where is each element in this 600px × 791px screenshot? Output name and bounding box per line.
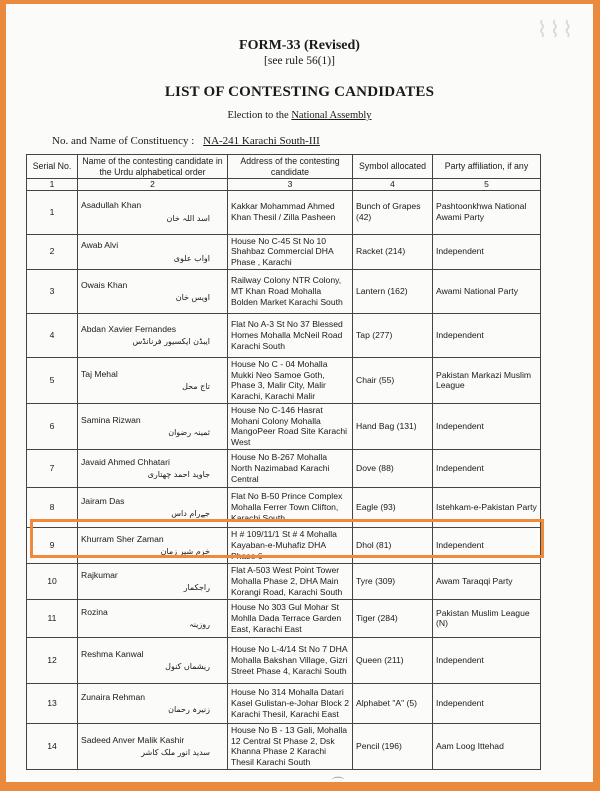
column-number: 1: [27, 179, 78, 191]
candidate-name-urdu: تاج محل: [182, 382, 210, 392]
table-row: [27, 637, 541, 683]
cell-symbol: Tyre (309): [353, 563, 433, 599]
cell-party: Pakistan Muslim League (N): [433, 599, 541, 637]
candidate-name: Owais Khan: [81, 279, 128, 290]
column-number: 5: [433, 179, 541, 191]
cell-serial: 9: [27, 527, 78, 563]
cell-address: Kakkar Mohammad Ahmed Khan Thesil / Zilla Pasheen: [228, 190, 353, 234]
table-row: [27, 190, 541, 234]
table-row: [27, 599, 541, 637]
cell-name: [78, 190, 228, 234]
cell-symbol: Queen (211): [353, 637, 433, 683]
table-row: [27, 403, 541, 449]
rule-reference: [see rule 56(1)]: [264, 55, 335, 67]
cell-serial: 3: [27, 269, 78, 313]
cell-party: Istehkam-e-Pakistan Party: [433, 487, 541, 527]
watermark: ⌇⌇⌇: [536, 18, 575, 43]
candidate-name: Awab Alvi: [81, 239, 119, 250]
candidate-name-urdu: خرم شیر زمان: [160, 547, 210, 557]
cell-name: [78, 683, 228, 723]
candidate-name: Sadeed Anver Malik Kashir: [81, 734, 185, 745]
cell-symbol: Bunch of Grapes (42): [353, 190, 433, 234]
cell-party: Awami National Party: [433, 269, 541, 313]
cell-party: Independent: [433, 403, 541, 449]
header-party: Party affiliation, if any: [433, 155, 541, 179]
cell-name: [78, 269, 228, 313]
cell-address: Flat No B-50 Prince Complex Mohalla Ferrer Town Clifton, Karachi South: [228, 487, 353, 527]
constituency-value: NA-241 Karachi South-III: [203, 135, 320, 147]
candidate-name-urdu: جاوید احمد چھتاری: [147, 470, 210, 480]
header-address: Address of the contesting candidate: [228, 155, 353, 179]
cell-address: House No 314 Mohalla Datari Kasel Gulistan-e-Johar Block 2 Karachi Thesil, Karachi East: [228, 683, 353, 723]
cell-name: [78, 313, 228, 357]
cell-symbol: Chair (55): [353, 357, 433, 403]
table-row: [27, 234, 541, 269]
candidate-name: Rajkumar: [81, 569, 118, 580]
candidates-table-body: [27, 190, 541, 769]
constituency-line: [52, 135, 320, 147]
candidate-name-urdu: روزینہ: [189, 620, 210, 630]
table-row: [27, 313, 541, 357]
cell-address: House No B-267 Mohalla North Nazimabad Karachi Central: [228, 449, 353, 487]
cell-symbol: Dove (88): [353, 449, 433, 487]
table-row: [27, 563, 541, 599]
cell-party: Awam Taraqqi Party: [433, 563, 541, 599]
candidate-name-urdu: جےرام داس: [171, 509, 210, 519]
cell-address: House No 303 Gul Mohar St Mohlla Dada Terrace Garden East, Karachi East: [228, 599, 353, 637]
header-serial: Serial No.: [27, 155, 78, 179]
header-name: Name of the contesting candidate in the Urdu alphabetical order: [78, 155, 228, 179]
candidate-name: Zunaira Rehman: [81, 691, 146, 702]
candidate-name-urdu: ثمینہ رضوان: [168, 428, 210, 438]
cell-name: [78, 599, 228, 637]
cell-serial: 1: [27, 190, 78, 234]
form-title: FORM-33 (Revised): [239, 38, 360, 53]
cell-address: Railway Colony NTR Colony, MT Khan Road Mohalla Bolden Market Karachi South: [228, 269, 353, 313]
table-row: [27, 683, 541, 723]
cell-address: House No C-45 St No 10 Shahbaz Commercial DHA Phase , Karachi: [228, 234, 353, 269]
cell-party: Independent: [433, 449, 541, 487]
cell-serial: 11: [27, 599, 78, 637]
candidate-name: Abdan Xavier Fernandes: [81, 323, 177, 334]
cell-name: [78, 357, 228, 403]
cell-serial: 2: [27, 234, 78, 269]
cell-name: [78, 403, 228, 449]
cell-symbol: Dhol (81): [353, 527, 433, 563]
cell-address: Flat A-503 West Point Tower Mohalla Phase 2, DHA Main Korangi Road, Karachi South: [228, 563, 353, 599]
cell-symbol: Tiger (284): [353, 599, 433, 637]
constituency-label: No. and Name of Constituency :: [52, 135, 195, 147]
candidate-name: Taj Mehal: [81, 368, 118, 379]
cell-serial: 14: [27, 723, 78, 769]
cell-address: House No L-4/14 St No 7 DHA Mohalla Bakshan Village, Gizri Street Phase 4, Karachi South: [228, 637, 353, 683]
cell-symbol: Tap (277): [353, 313, 433, 357]
cell-address: House No C - 04 Mohalla Mukki Neo Samoe Goth, Phase 3, Malir City, Malir Karachi, Karachi Malir: [228, 357, 353, 403]
table-row: [27, 269, 541, 313]
candidate-name: Javaid Ahmed Chhatari: [81, 456, 170, 467]
candidates-table: [26, 154, 541, 770]
election-line: [6, 110, 593, 121]
column-number-row: [27, 179, 541, 191]
candidate-name-urdu: راجکمار: [183, 583, 210, 593]
cell-symbol: Alphabet "A" (5): [353, 683, 433, 723]
table-row: [27, 357, 541, 403]
candidate-name-urdu: ریشماں کنول: [165, 662, 210, 672]
candidate-name-urdu: اواب علوی: [173, 253, 210, 263]
column-number: 3: [228, 179, 353, 191]
cell-name: [78, 449, 228, 487]
cell-address: House No B - 13 Gali, Mohalla 12 Central St Phase 2, Dsk Khanna Phase 2 Karachi Thesil Karachi South: [228, 723, 353, 769]
table-header-row: [27, 155, 541, 179]
cell-serial: 8: [27, 487, 78, 527]
cell-symbol: Pencil (196): [353, 723, 433, 769]
cell-party: Independent: [433, 683, 541, 723]
list-title: LIST OF CONTESTING CANDIDATES: [164, 84, 435, 100]
cell-address: House No C-146 Hasrat Mohani Colony Mohalla MangoPeer Road Site Karachi West: [228, 403, 353, 449]
candidate-name: Khurram Sher Zaman: [81, 533, 164, 544]
header-symbol: Symbol allocated: [353, 155, 433, 179]
table-row: [27, 449, 541, 487]
candidate-name: Samina Rizwan: [81, 414, 141, 425]
candidate-name-urdu: ایبڈن ایکسیور فرنانڈس: [132, 337, 210, 347]
cell-party: Aam Loog Ittehad: [433, 723, 541, 769]
document-page: [6, 4, 593, 790]
cell-name: [78, 723, 228, 769]
cell-party: Pakistan Markazi Muslim League: [433, 357, 541, 403]
cell-symbol: Hand Bag (131): [353, 403, 433, 449]
cell-name: [78, 487, 228, 527]
cell-address: Flat No A-3 St No 37 Blessed Homes Mohalla McNeil Road Karachi South: [228, 313, 353, 357]
cell-serial: 12: [27, 637, 78, 683]
cell-address: H # 109/11/1 St # 4 Mohalla Kayaban-e-Muhafiz DHA Phase 6: [228, 527, 353, 563]
cell-symbol: Racket (214): [353, 234, 433, 269]
candidate-name-urdu: زنیرہ رحمان: [168, 705, 210, 715]
election-prefix: Election to the: [227, 110, 289, 121]
cell-serial: 13: [27, 683, 78, 723]
cell-name: [78, 637, 228, 683]
cell-name: [78, 563, 228, 599]
column-number: 4: [353, 179, 433, 191]
column-number: 2: [78, 179, 228, 191]
table-row: [27, 723, 541, 769]
table-row: [27, 487, 541, 527]
table-row: [27, 527, 541, 563]
cell-symbol: Eagle (93): [353, 487, 433, 527]
candidate-name: Asadullah Khan: [81, 200, 142, 211]
pen-mark: ⌒: [332, 776, 345, 790]
cell-symbol: Lantern (162): [353, 269, 433, 313]
candidate-name-urdu: اویس خان: [175, 293, 210, 303]
cell-serial: 5: [27, 357, 78, 403]
cell-serial: 6: [27, 403, 78, 449]
cell-party: Pashtoonkhwa National Awami Party: [433, 190, 541, 234]
cell-serial: 4: [27, 313, 78, 357]
cell-party: Independent: [433, 527, 541, 563]
election-body: National Assembly: [291, 110, 372, 121]
cell-name: [78, 527, 228, 563]
candidate-name-urdu: اسد اللہ خان: [166, 214, 210, 224]
cell-party: Independent: [433, 234, 541, 269]
candidate-name: Reshma Kanwal: [81, 648, 144, 659]
cell-party: Independent: [433, 313, 541, 357]
cell-serial: 10: [27, 563, 78, 599]
candidate-name-urdu: سدید انور ملک کاشر: [141, 748, 210, 758]
candidate-name: Rozina: [81, 606, 108, 617]
cell-serial: 7: [27, 449, 78, 487]
cell-name: [78, 234, 228, 269]
candidate-name: Jairam Das: [81, 495, 125, 506]
cell-party: Independent: [433, 637, 541, 683]
